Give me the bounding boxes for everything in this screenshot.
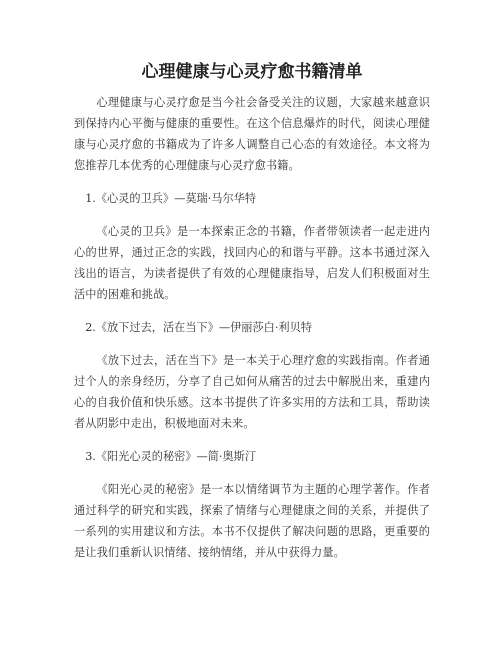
intro-paragraph: 心理健康与心灵疗愈是当今社会备受关注的议题，大家越来越意识到保持内心平衡与健康的重要性。在这个信息爆炸的时代，阅读心理健康与心灵疗愈的书籍成为了许多人调整自己心态的有效途径。本文将为您推荐几本优秀的心理健康与心灵疗愈书籍。 <box>74 96 430 172</box>
book-description-1: 《心灵的卫兵》是一本探索正念的书籍，作者带领读者一起走进内心的世界，通过正念的实践，找回内心的和谐与平静。这本书通过深入浅出的语言，为读者提供了有效的心理健康指导，启发人们积极面对生活中的困难和挑战。 <box>74 225 430 301</box>
book-description-2: 《放下过去，活在当下》是一本关于心理疗愈的实践指南。作者通过个人的亲身经历，分享了自己如何从痛苦的过去中解脱出来，重建内心的自我价值和快乐感。这本书提供了许多实用的方法和工具，帮助读者从阴影中走出，积极地面对未来。 <box>74 354 430 430</box>
document-page <box>74 0 430 563</box>
book-heading-2: 2.《放下过去，活在当下》—伊丽莎白·利贝特 <box>85 321 312 334</box>
book-description-3: 《阳光心灵的秘密》是一本以情绪调节为主题的心理学著作。作者通过科学的研究和实践，探索了情绪与心理健康之间的关系，并提供了一系列的实用建议和方法。本书不仅提供了解决问题的思路，更重要的是让我们重新认识情绪、接纳情绪，并从中获得力量。 <box>74 483 430 559</box>
book-heading-3: 3.《阳光心灵的秘密》—简·奥斯汀 <box>85 450 257 463</box>
page-title: 心理健康与心灵疗愈书籍清单 <box>141 62 363 82</box>
book-heading-1: 1.《心灵的卫兵》—莫瑞·马尔华特 <box>85 192 257 205</box>
